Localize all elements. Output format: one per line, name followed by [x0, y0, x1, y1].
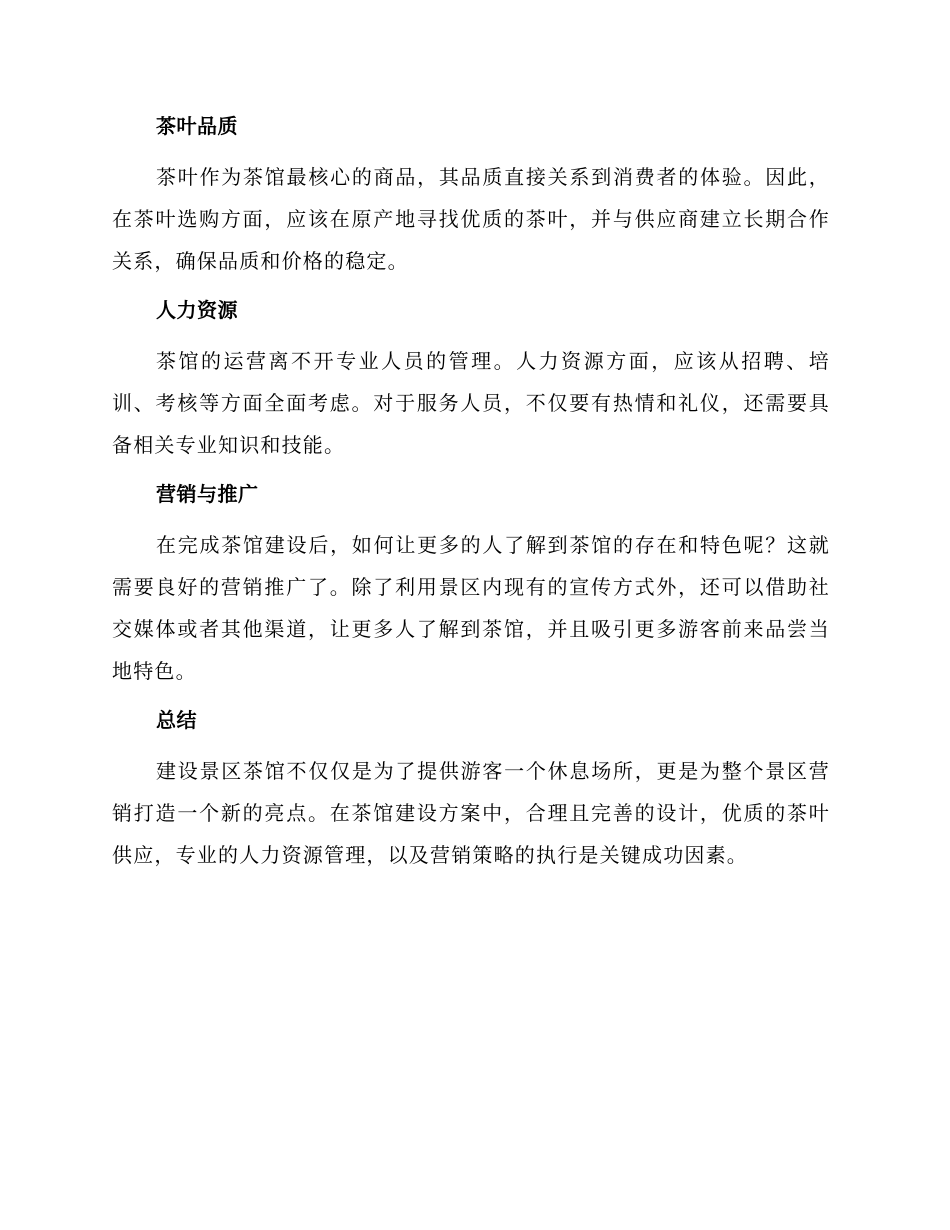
section-body-summary: 建设景区茶馆不仅仅是为了提供游客一个休息场所，更是为整个景区营销打造一个新的亮点。在茶馆建设方案中，合理且完善的设计，优质的茶叶供应，专业的人力资源管理，以及营销策略的执行是关键成功因素。 [112, 759, 830, 867]
section-body-marketing: 在完成茶馆建设后，如何让更多的人了解到茶馆的存在和特色呢？这就需要良好的营销推广了。除了利用景区内现有的宣传方式外，还可以借助社交媒体或者其他渠道，让更多人了解到茶馆，并且吸引更多游客前来品尝当地特色。 [112, 533, 830, 683]
document-content [112, 108, 830, 886]
section-heading-tea-quality: 茶叶品质 [156, 114, 238, 138]
section-body-tea-quality: 茶叶作为茶馆最核心的商品，其品质直接关系到消费者的体验。因此，在茶叶选购方面，应该在原产地寻找优质的茶叶，并与供应商建立长期合作关系，确保品质和价格的稳定。 [112, 165, 830, 273]
section-body-human-resources: 茶馆的运营离不开专业人员的管理。人力资源方面，应该从招聘、培训、考核等方面全面考虑。对于服务人员，不仅要有热情和礼仪，还需要具备相关专业知识和技能。 [112, 349, 830, 457]
section-heading-human-resources: 人力资源 [156, 298, 238, 322]
section-heading-summary: 总结 [156, 708, 197, 732]
section-heading-marketing: 营销与推广 [156, 482, 259, 506]
